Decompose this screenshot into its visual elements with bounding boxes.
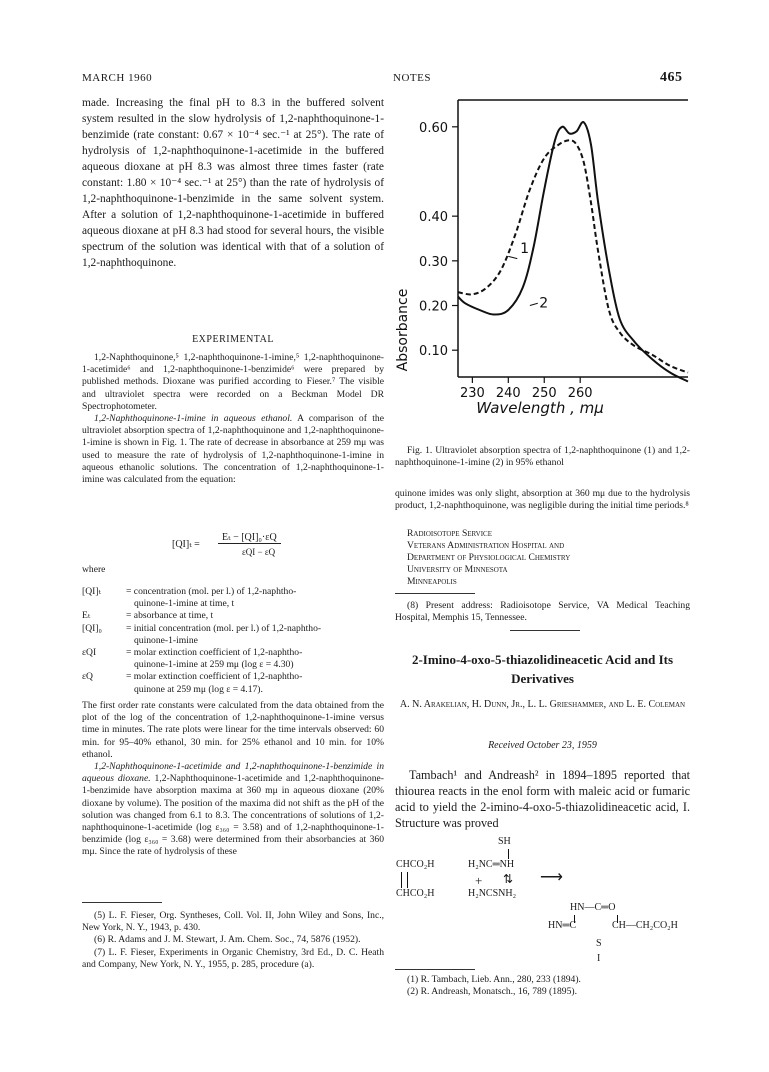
affiliation-line: University of Minnesota — [407, 564, 508, 575]
definitions-list — [82, 586, 384, 696]
annotation-curve-2: 2 — [539, 295, 549, 312]
scheme-double-bond — [401, 872, 408, 888]
footnote-6: (6) R. Adams and J. M. Stewart, J. Am. Chem. Soc., 74, 5876 (1952). — [94, 934, 361, 946]
footnote-rule-refs — [395, 969, 475, 970]
continuation-text — [395, 488, 690, 512]
definition-continuation: quinone-1-imine at 259 mμ (log ε = 4.30) — [134, 659, 294, 671]
y-tick-label: 0.10 — [419, 344, 448, 360]
footnote-rule-right — [395, 593, 475, 594]
x-tick-label: 240 — [495, 386, 521, 401]
scheme-chco2h-top: CHCO₂H — [396, 859, 435, 870]
chart-ticks — [419, 121, 593, 401]
exp-paragraph-3: The first order rate constants were calculated from the data obtained from the plot of the log of the concentration of 1,2-naphthoquinone-1-imine versus time in minutes. The rate plots were linear for the time intervals observed: 60 min. for 95–40% ethanol, 30 min. for 25% ethanol and 10 min. for 10% ethanol. — [82, 700, 384, 760]
continuation-paragraph: quinone imides was only slight, absorption at 360 mμ due to the hydrolysis product, 1,2-naphthoquinone, was negligible during the initial time periods.⁸ — [395, 488, 690, 512]
running-head-date: MARCH 1960 — [82, 72, 153, 84]
exp-p2-title: 1,2-Naphthoquinone-1-imine in aqueous ethanol. — [94, 413, 293, 425]
scheme-thiol-form: H₂NC═NH — [468, 859, 515, 870]
y-axis-label: Absorbance — [395, 288, 411, 372]
x-tick-label: 260 — [567, 386, 593, 401]
scheme-bond-sh — [508, 849, 510, 859]
definition-continuation: quinone at 259 mμ (log ε = 4.17). — [134, 683, 263, 695]
left-footnotes — [82, 910, 384, 971]
scheme-plus: + — [475, 873, 483, 888]
scheme-ring-right: CH—CH₂CO₂H — [612, 920, 678, 931]
series-1-line — [458, 140, 688, 372]
footnote-rule — [82, 902, 162, 903]
scheme-arrow: ⟶ — [540, 869, 563, 886]
affiliation-block — [407, 528, 570, 588]
where-label: where — [82, 564, 106, 575]
definition-text: = concentration (mol. per l.) of 1,2-naphtho- — [126, 586, 297, 597]
scheme-chco2h-bottom: CHCO₂H — [396, 888, 435, 899]
definition-row — [82, 671, 384, 683]
definition-row — [82, 647, 384, 659]
exp-p4-text: 1,2-Naphthoquinone-1-acetimide and 1,2-naphthoquinone-1-benzimide have absorption maxima at 360 mμ in aqueous dioxane (20% dioxane by volume). The position of the maxima did not shift as the pH of the solution was changed from 6.1 to 8.3. The concentrations of solutions of 1,2-naphthoquinone-1-acetimide (log ε₃₆₀ = 3.58) and of 1,2-naphthoquinone-1-benzimide (log ε₃₆₀ = 3.68) were determined from their absorbancies at 360 mμ. Since the rate of hydrolysis of these — [82, 773, 384, 858]
experimental-block-2 — [82, 700, 384, 859]
affiliation-line: Minneapolis — [407, 576, 457, 587]
absorbance-chart — [390, 95, 690, 425]
footnote-8 — [395, 600, 690, 624]
running-head-section: NOTES — [393, 72, 431, 84]
y-tick-label: 0.20 — [419, 299, 448, 315]
definition-text: = initial concentration (mol. per l.) of 1,2-naphtho- — [126, 622, 322, 634]
equation-lhs: [QI]ₜ = — [172, 539, 200, 550]
definition-symbol: [QI]ₜ — [82, 586, 101, 597]
authors: A. N. Arakelian, H. Dunn, Jr., L. L. Grieshammer, and L. E. Coleman — [399, 699, 686, 710]
page-number: 465 — [660, 70, 683, 85]
section-rule — [510, 630, 580, 631]
article-title: 2-Imino-4-oxo-5-thiazolidineacetic Acid and Its Derivatives — [411, 652, 674, 686]
scheme-ring-left: HN═C — [548, 920, 577, 931]
article-body — [395, 767, 690, 831]
article-body-text: Tambach¹ and Andreash² in 1894–1895 reported that thiourea reacts in the enol form with maleic acid or fumaric acid to yield the 2-imino-4-oxo-5-thiazolidineacetic acid, I. Structure was proved — [395, 768, 690, 830]
affiliation-line: Veterans Administration Hospital and — [407, 540, 565, 551]
footnote-5: (5) L. F. Fieser, Org. Syntheses, Coll. Vol. II, John Wiley and Sons, Inc., New York, N. Y., 1943, p. 430. — [82, 910, 384, 934]
equation-numerator: Eₜ − [QI]₀·εQ — [218, 532, 281, 544]
footnote-8-text: (8) Present address: Radioisotope Service, VA Medical Teaching Hospital, Memphis 15, Tennessee. — [395, 600, 690, 624]
definition-continuation: quinone-1-imine — [134, 634, 198, 646]
intro-text: made. Increasing the final pH to 8.3 in the buffered solvent system resulted in the slow hydrolysis of 1,2-naphthoquinone-1-benzimide (rate constant: 0.67 × 10⁻⁴ sec.⁻¹ at 25°). The rate of hydrolysis of 1,2-naphthoquinone-1-acetimide in the buffered aqueous dioxane at pH 8.3 was almost three times faster (rate constant: 1.80 × 10⁻⁴ sec.⁻¹ at 25°) than the rate of hydrolysis of 1,2-naphthoquinone-1-benzimide in the same solvent system. After a solution of 1,2-naphthoquinone-1-acetimide in buffered aqueous dioxane at pH 8.3 had stood for several hours, the visible spectrum of the solution was identical with that of a solution of 1,2-naphthoquinone. — [82, 97, 384, 269]
exp-paragraph-4 — [82, 761, 384, 859]
scheme-sulfur: S — [596, 938, 602, 949]
definition-symbol: Eₜ — [82, 610, 91, 622]
definition-text: = molar extinction coefficient of 1,2-naphtho- — [126, 671, 303, 683]
definition-text: = absorbance at time, t — [126, 610, 214, 622]
definition-symbol: εQ — [82, 671, 93, 683]
annotation-leader-1 — [508, 256, 517, 258]
scheme-sh: SH — [498, 836, 511, 847]
x-axis-label: Wavelength , mμ — [476, 399, 604, 417]
exp-p4-title: 1,2-Naphthoquinone-1-acetimide and 1,2-naphthoquinone-1-benzimide in aqueous dioxane. — [82, 761, 384, 785]
x-tick-label: 250 — [531, 386, 557, 401]
scheme-thiourea: H₂NCSNH₂ — [468, 888, 517, 899]
series-2-line — [458, 122, 688, 382]
y-tick-label: 0.60 — [419, 120, 448, 136]
x-tick-label: 230 — [459, 386, 485, 401]
definition-row — [82, 586, 384, 598]
experimental-block — [82, 352, 384, 486]
affiliation-line: Radioisotope Service — [407, 528, 492, 539]
definition-text: = molar extinction coefficient of 1,2-naphtho- — [126, 647, 303, 659]
intro-paragraph — [82, 95, 384, 271]
definition-row — [82, 623, 384, 635]
scheme-compound-label: I — [597, 953, 601, 964]
reference-2: (2) R. Andreash, Monatsch., 16, 789 (1895). — [407, 986, 577, 998]
y-tick-label: 0.40 — [419, 210, 448, 226]
exp-paragraph-1: 1,2-Naphthoquinone,⁵ 1,2-naphthoquinone-1-imine,⁵ 1,2-naphthoquinone-1-acetimide⁶ and 1,2-naphthoquinone-1-benzimide⁶ were prepared by published methods. Dioxane was purified according to Fieser.⁷ The visible and ultraviolet spectra were recorded on a Beckman Model DR Spectrophotometer. — [82, 352, 384, 412]
definition-row — [82, 610, 384, 622]
exp-p2-text: A comparison of the ultraviolet absorption spectra of 1,2-naphthoquinone and 1,2-naphthoquinone-1-imine is shown in Fig. 1. The rate of decrease in absorbance at 259 mμ was used to measure the rate of hydrolysis of 1,2-naphthoquinone-1-imine in aqueous ethanolic solutions. The concentration of 1,2-naphthoquinone-1-imine was calculated from the equation: — [82, 413, 384, 486]
chart-series — [458, 122, 688, 382]
equation-denominator: εQI − εQ — [242, 547, 276, 557]
affiliation-line: Department of Physiological Chemistry — [407, 552, 571, 563]
references — [395, 974, 690, 998]
reference-1: (1) R. Tambach, Lieb. Ann., 280, 233 (1894). — [407, 974, 581, 985]
figure-caption — [395, 445, 690, 469]
received-date: Received October 23, 1959 — [488, 740, 597, 751]
scheme-ring-top: HN—C═O — [570, 902, 616, 913]
definition-symbol: [QI]₀ — [82, 622, 102, 634]
footnote-7: (7) L. F. Fieser, Experiments in Organic Chemistry, 3rd Ed., D. C. Heath and Company, New York, N. Y., 1955, p. 285, procedure (a). — [82, 946, 384, 970]
y-tick-label: 0.30 — [419, 254, 448, 270]
annotation-leader-2 — [530, 303, 538, 305]
figure-caption-text: Fig. 1. Ultraviolet absorption spectra of 1,2-naphthoquinone (1) and 1,2-naphthoquinone-1-imine (2) in 95% ethanol — [395, 445, 690, 469]
scheme-equilibrium-arrows: ⇅ — [503, 872, 514, 886]
exp-paragraph-2 — [82, 413, 384, 486]
definition-symbol: εQI — [82, 647, 97, 659]
annotation-curve-1: 1 — [520, 240, 530, 257]
definition-continuation: quinone-1-imine at time, t — [134, 598, 235, 610]
experimental-heading: EXPERIMENTAL — [192, 334, 274, 345]
